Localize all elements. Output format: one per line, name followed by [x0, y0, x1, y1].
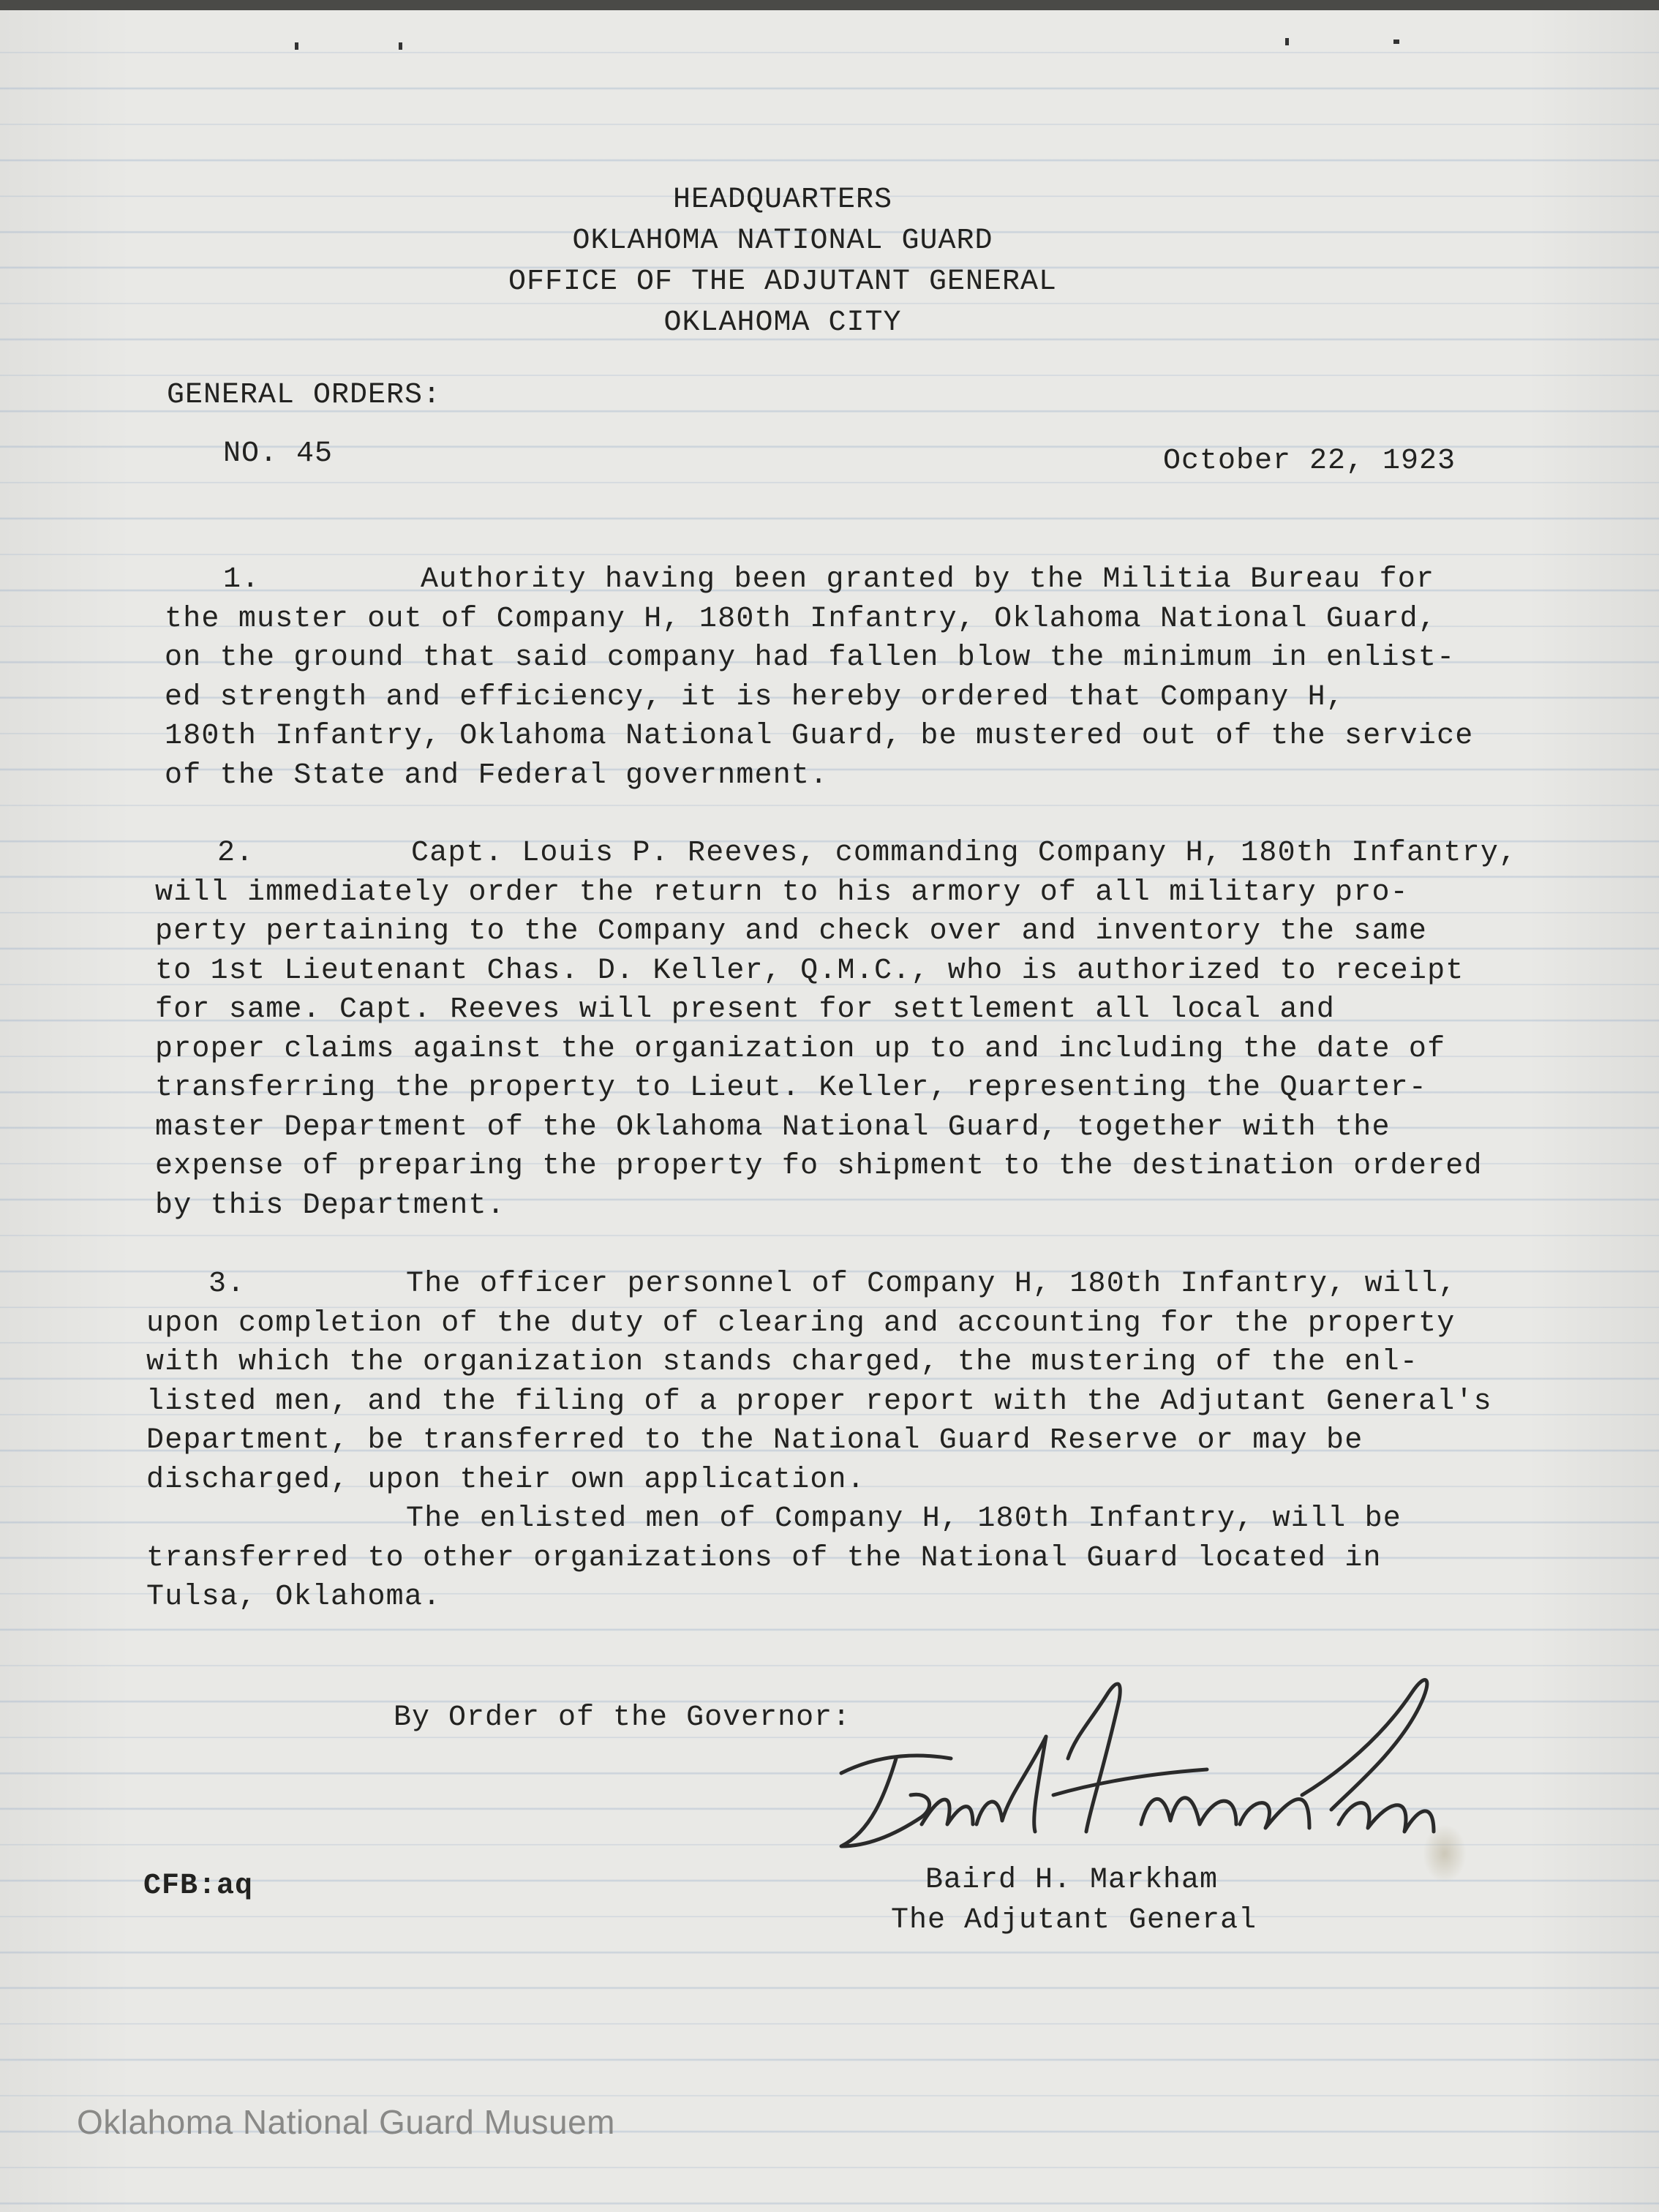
paragraph-line: the muster out of Company H, 180th Infantry, Oklahoma National Guard,	[165, 602, 1437, 636]
paper-mark	[399, 42, 402, 50]
letterhead-line-3: OFFICE OF THE ADJUTANT GENERAL	[508, 266, 1058, 298]
signature-image	[827, 1649, 1485, 1897]
letterhead-line-2: OKLAHOMA NATIONAL GUARD	[572, 225, 993, 257]
paragraph-line: The enlisted men of Company H, 180th Infantry, will be	[406, 1502, 1402, 1535]
letterhead	[0, 180, 1565, 344]
orders-label: GENERAL ORDERS:	[167, 379, 442, 412]
paragraph-line: 180th Infantry, Oklahoma National Guard, be mustered out of the service	[165, 720, 1474, 753]
letterhead-line-1: HEADQUARTERS	[672, 184, 893, 217]
paragraph-line: 3. The officer personnel of Company H, 180th Infantry, will,	[146, 1265, 1580, 1304]
paragraph-line: of the State and Federal government.	[165, 759, 829, 792]
by-order-line: By Order of the Governor:	[394, 1701, 851, 1734]
paragraph-number: 3.	[208, 1268, 246, 1301]
paragraph-line: transferred to other organizations of the National Guard located in	[146, 1541, 1382, 1575]
signer-name: Baird H. Markham	[925, 1864, 1219, 1897]
paragraph-line: to 1st Lieutenant Chas. D. Keller, Q.M.C., who is authorized to receipt	[155, 954, 1464, 988]
paragraph-line: upon completion of the duty of clearing and accounting for the property	[146, 1306, 1456, 1340]
orders-number: NO. 45	[223, 437, 334, 470]
paragraph-line: listed men, and the filing of a proper report with the Adjutant General's	[146, 1385, 1492, 1418]
paper-stain	[1423, 1824, 1467, 1883]
paragraph-line: transferring the property to Lieut. Keller, representing the Quarter-	[155, 1072, 1428, 1105]
paragraph-2	[155, 834, 1589, 1225]
paragraph-line: 1. Authority having been granted by the Militia Bureau for	[165, 560, 1598, 600]
paragraph-line: 2. Capt. Louis P. Reeves, commanding Company H, 180th Infantry,	[155, 834, 1589, 873]
paragraph-line: will immediately order the return to his armory of all military pro-	[155, 876, 1409, 909]
typist-initials: CFB:aq	[143, 1870, 254, 1903]
letterhead-line-4: OKLAHOMA CITY	[663, 306, 902, 339]
paragraph-3	[146, 1265, 1580, 1617]
paragraph-line: Department, be transferred to the National Guard Reserve or may be	[146, 1424, 1363, 1457]
paragraph-line: ed strength and efficiency, it is hereby ordered that Company H,	[165, 680, 1345, 714]
paragraph-line: perty pertaining to the Company and check over and inventory the same	[155, 915, 1428, 948]
paper-mark	[295, 42, 298, 50]
paragraph-number: 2.	[217, 837, 255, 870]
paragraph-line: for same. Capt. Reeves will present for settlement all local and	[155, 993, 1336, 1026]
document-page	[0, 10, 1659, 2212]
paper-mark	[1393, 40, 1399, 44]
paragraph-line: by this Department.	[155, 1189, 505, 1222]
paragraph-line: Tulsa, Oklahoma.	[146, 1581, 442, 1614]
paragraph-line: proper claims against the organization up to and including the date of	[155, 1032, 1446, 1066]
orders-date: October 22, 1923	[1163, 445, 1456, 478]
paper-mark	[1285, 38, 1289, 45]
signer-title: The Adjutant General	[891, 1904, 1257, 1937]
paragraph-line: expense of preparing the property fo shipment to the destination ordered	[155, 1150, 1483, 1183]
paragraph-number: 1.	[223, 563, 260, 596]
paragraph-line: with which the organization stands charged, the mustering of the enl-	[146, 1346, 1419, 1379]
paragraph-line: on the ground that said company had fallen blow the minimum in enlist-	[165, 642, 1456, 674]
museum-watermark: Oklahoma National Guard Musuem	[77, 2103, 615, 2141]
paragraph-line: master Department of the Oklahoma National Guard, together with the	[155, 1110, 1391, 1144]
paragraph-1	[165, 560, 1598, 795]
paragraph-line: discharged, upon their own application.	[146, 1463, 865, 1497]
